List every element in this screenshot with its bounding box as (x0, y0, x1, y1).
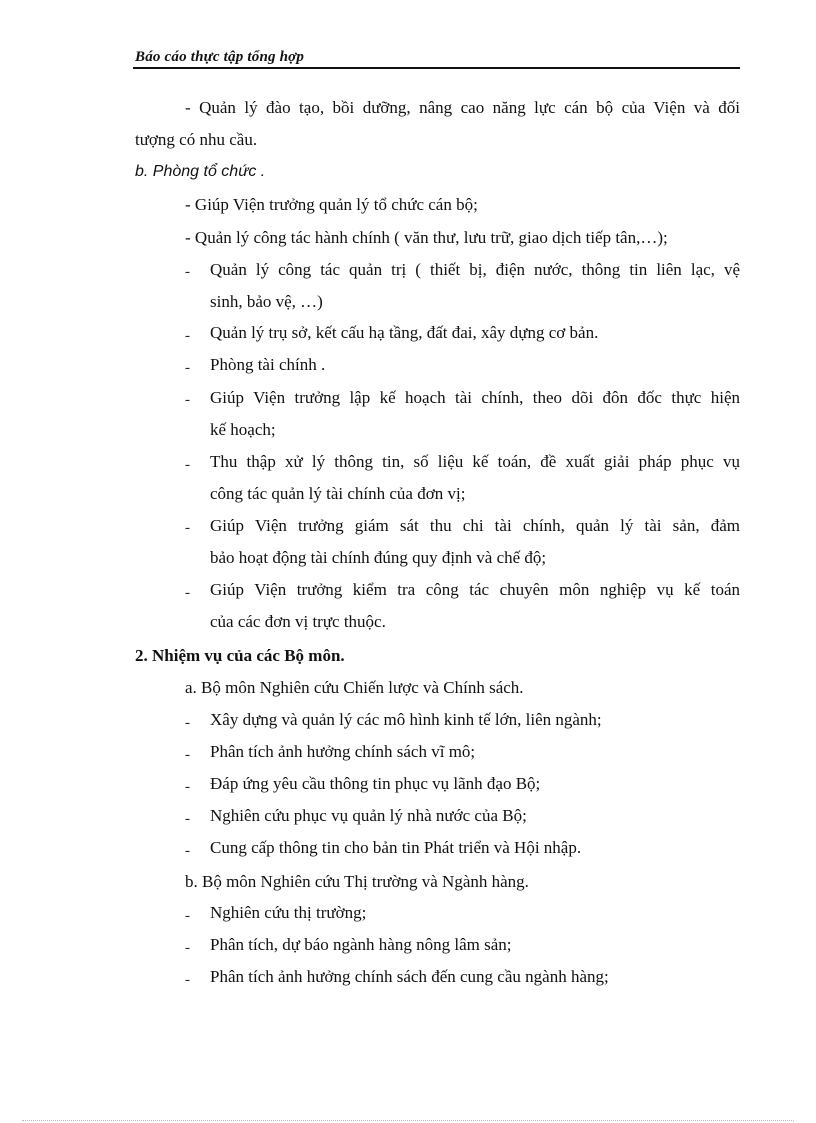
list-item: Giúp Viện trưởng kiểm tra công tác chuyên môn nghiệp vụ kế toán (210, 580, 740, 599)
section-heading: b. Phòng tổ chức . (135, 163, 266, 180)
bullet-marker: - (185, 360, 190, 376)
section-heading: 2. Nhiệm vụ của các Bộ môn. (135, 646, 345, 665)
list-item-continuation: công tác quản lý tài chính của đơn vị; (210, 484, 466, 503)
list-item: Phân tích ảnh hưởng chính sách đến cung cầu ngành hàng; (210, 967, 609, 986)
text-line: tượng có nhu cầu. (135, 130, 258, 149)
bullet-marker: - (185, 747, 190, 763)
list-item: Phân tích ảnh hưởng chính sách vĩ mô; (210, 742, 476, 761)
list-item: Xây dựng và quản lý các mô hình kinh tế lớn, liên ngành; (210, 710, 602, 729)
text-line: - Quản lý đào tạo, bồi dưỡng, nâng cao năng lực cán bộ của Viện và đối (185, 98, 740, 117)
bullet-marker: - (185, 779, 190, 795)
bullet-marker: - (185, 264, 190, 280)
list-item-continuation: kế hoạch; (210, 420, 276, 439)
bullet-marker: - (185, 585, 190, 601)
bullet-marker: - (185, 843, 190, 859)
bullet-marker: - (185, 811, 190, 827)
header-rule (133, 67, 740, 69)
bullet-marker: - (185, 972, 190, 988)
list-item: Quản lý công tác quản trị ( thiết bị, điện nước, thông tin liên lạc, vệ (210, 260, 740, 279)
list-item-continuation: bảo hoạt động tài chính đúng quy định và chế độ; (210, 548, 547, 567)
list-item-continuation: của các đơn vị trực thuộc. (210, 612, 386, 631)
list-item: Nghiên cứu thị trường; (210, 903, 367, 922)
list-item: Giúp Viện trưởng lập kế hoạch tài chính, theo dõi đôn đốc thực hiện (210, 388, 740, 407)
list-item: Quản lý trụ sở, kết cấu hạ tầng, đất đai, xây dựng cơ bản. (210, 323, 599, 342)
list-item: Nghiên cứu phục vụ quản lý nhà nước của Bộ; (210, 806, 527, 825)
text-line: - Quản lý công tác hành chính ( văn thư, lưu trữ, giao dịch tiếp tân,…); (185, 228, 668, 247)
list-item: Thu thập xử lý thông tin, số liệu kế toán, đề xuất giải pháp phục vụ (210, 452, 740, 471)
page-bottom-divider (22, 1120, 794, 1121)
header-title: Báo cáo thực tập tổng hợp (135, 49, 305, 65)
bullet-marker: - (185, 520, 190, 536)
bullet-marker: - (185, 940, 190, 956)
subsection-heading: b. Bộ môn Nghiên cứu Thị trường và Ngành hàng. (185, 872, 529, 891)
bullet-marker: - (185, 328, 190, 344)
bullet-marker: - (185, 392, 190, 408)
bullet-marker: - (185, 715, 190, 731)
list-item: Đáp ứng yêu cầu thông tin phục vụ lãnh đạo Bộ; (210, 774, 541, 793)
list-item: Giúp Viện trưởng giám sát thu chi tài chính, quản lý tài sản, đảm (210, 516, 740, 535)
text-line: - Giúp Viện trưởng quản lý tổ chức cán bộ; (185, 195, 478, 214)
bullet-marker: - (185, 457, 190, 473)
bullet-marker: - (185, 908, 190, 924)
subsection-heading: a. Bộ môn Nghiên cứu Chiến lược và Chính sách. (185, 678, 524, 697)
list-item: Phòng tài chính . (210, 355, 326, 374)
list-item-continuation: sinh, bảo vệ, …) (210, 292, 323, 311)
list-item: Cung cấp thông tin cho bản tin Phát triển và Hội nhập. (210, 838, 582, 857)
list-item: Phân tích, dự báo ngành hàng nông lâm sản; (210, 935, 512, 954)
